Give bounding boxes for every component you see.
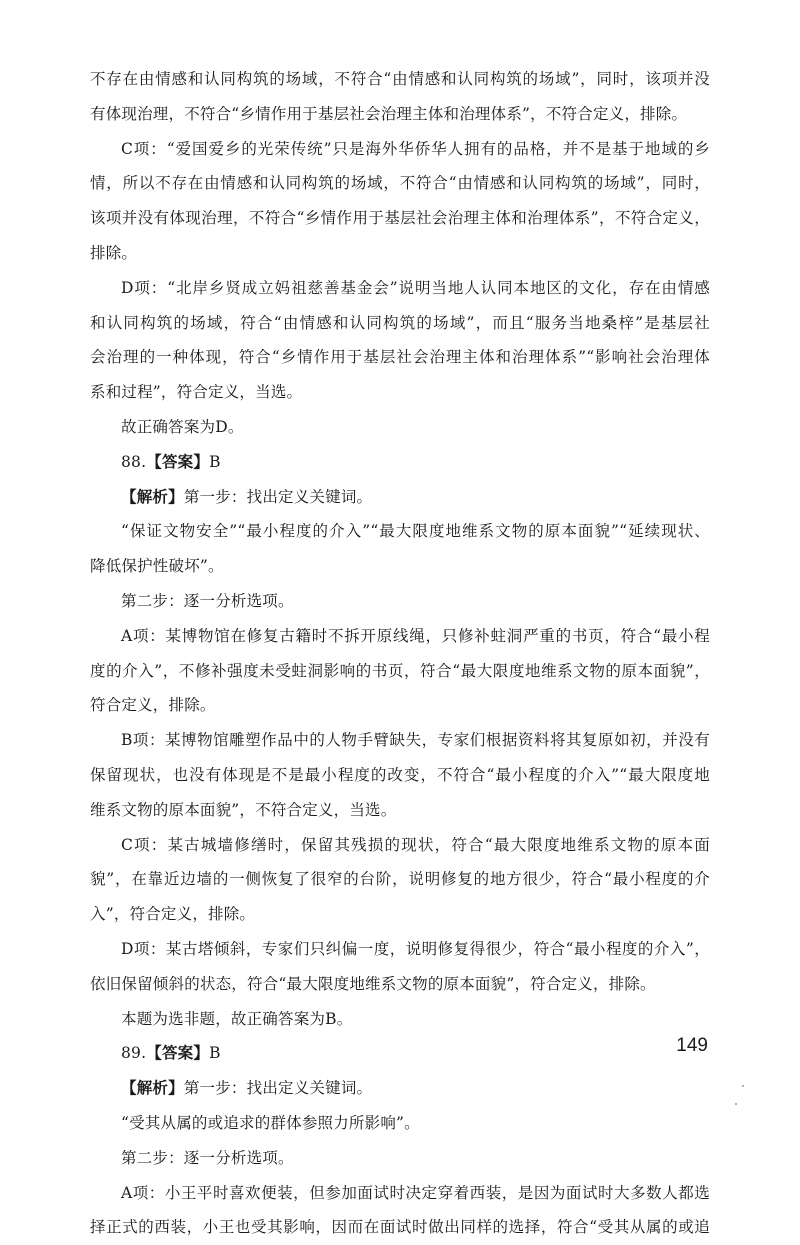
text-line [90, 1036, 710, 1071]
text-line: 会治理的一种体现，符合“乡情作用于基层社会治理主体和治理体系”“影响社会治理体 [90, 348, 710, 367]
text-line [90, 1071, 710, 1106]
text-line: 系和过程”，符合定义，当选。 [90, 383, 303, 402]
body-text [90, 62, 710, 1245]
text-line: 和认同构筑的场域，符合“由情感和认同构筑的场域”，而且“服务当地桑梓”是基层社 [90, 313, 710, 332]
text-line [90, 480, 710, 515]
text-line: 该项并没有体现治理，不符合“乡情作用于基层社会治理主体和治理体系”，不符合定义， [90, 209, 710, 228]
line-text: B [209, 452, 221, 471]
text-line: C项：“爱国爱乡的光荣传统”只是海外华侨华人拥有的品格，并不是基于地域的乡 [121, 139, 710, 158]
text-line: C项：某古城墙修缮时，保留其残损的现状，符合“最大限度地维系文物的原本面 [121, 835, 710, 854]
text-line: 有体现治理，不符合“乡情作用于基层社会治理主体和治理体系”，不符合定义，排除。 [90, 104, 688, 123]
section-label: 【答案】 [146, 451, 210, 471]
section-label: 【答案】 [146, 1043, 210, 1063]
text-line: “受其从属的或追求的群体参照力所影响”。 [121, 1113, 420, 1132]
scan-speck [742, 1085, 744, 1087]
page-number: 149 [676, 1035, 708, 1056]
question-number: 88. [121, 452, 147, 471]
text-line: A项：某博物馆在修复古籍时不拆开原线绳，只修补蛀洞严重的书页，符合“最小程 [121, 626, 710, 645]
text-line: D项：“北岸乡贤成立妈祖慈善基金会”说明当地人认同本地区的文化，存在由情感 [121, 278, 710, 297]
text-line [90, 445, 710, 480]
text-line: A项：小王平时喜欢便装，但参加面试时决定穿着西装，是因为面试时大多数人都选 [121, 1183, 710, 1202]
text-line: 入”，符合定义，排除。 [90, 905, 256, 924]
section-label: 【解析】 [121, 1078, 184, 1098]
line-text: 第一步：找出定义关键词。 [183, 487, 373, 506]
text-line: 择正式的西装，小王也受其影响，因而在面试时做出同样的选择，符合“受其从属的或追 [90, 1218, 710, 1237]
text-line: 情，所以不存在由情感和认同构筑的场域，不符合“由情感和认同构筑的场域”，同时， [90, 174, 710, 193]
text-line: 依旧保留倾斜的状态，符合“最大限度地维系文物的原本面貌”，符合定义，排除。 [90, 974, 656, 993]
text-line: 度的介入”，不修补强度未受蛀洞影响的书页，符合“最大限度地维系文物的原本面貌”， [90, 661, 710, 680]
text-line: 本题为选非题，故正确答案为B。 [121, 1009, 353, 1028]
text-line: 故正确答案为D。 [121, 417, 244, 436]
text-line: 降低保护性破坏”。 [90, 557, 224, 576]
question-number: 89. [121, 1044, 147, 1063]
text-line: 维系文物的原本面貌”，不符合定义，当选。 [90, 800, 397, 819]
text-line: 不存在由情感和认同构筑的场域，不符合“由情感和认同构筑的场域”，同时，该项并没 [90, 70, 710, 88]
text-line: B项：某博物馆雕塑作品中的人物手臂缺失，专家们根据资料将其复原如初，并没有 [121, 731, 710, 750]
scan-speck [735, 1103, 737, 1105]
section-label: 【解析】 [121, 486, 184, 506]
text-line: D项：某古塔倾斜，专家们只纠偏一度，说明修复得很少，符合“最小程度的介入”， [121, 939, 710, 958]
text-line: 第二步：逐一分析选项。 [121, 591, 294, 610]
text-line: 第二步：逐一分析选项。 [121, 1148, 294, 1167]
text-line: 保留现状，也没有体现是不是最小程度的改变，不符合“最小程度的介入”“最大限度地 [90, 765, 710, 784]
text-line: 符合定义，排除。 [90, 696, 216, 715]
text-line: “保证文物安全”“最小程度的介入”“最大限度地维系文物的原本面貌”“延续现状、 [121, 522, 710, 541]
text-line: 貌”，在靠近边墙的一侧恢复了很窄的台阶，说明修复的地方很少，符合“最小程度的介 [90, 870, 710, 889]
line-text: B [209, 1044, 221, 1063]
line-text: 第一步：找出定义关键词。 [183, 1079, 373, 1098]
text-line: 排除。 [90, 243, 138, 262]
